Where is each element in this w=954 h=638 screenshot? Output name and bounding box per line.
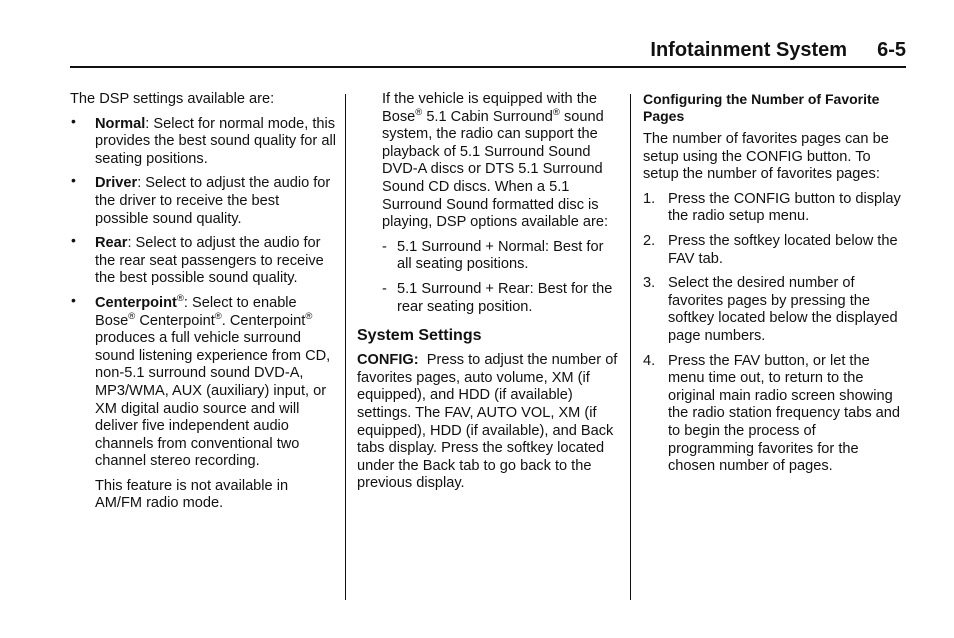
page-header — [70, 38, 906, 62]
list-item: - 5.1 Surround + Normal: Best for all seating positions. — [382, 239, 619, 274]
list-item: • Rear: Select to adjust the audio for the rear seat passengers to receive the best possible sound quality. — [70, 235, 336, 288]
registered-mark: ® — [214, 310, 222, 322]
column-middle — [357, 91, 622, 493]
column-left — [70, 91, 336, 513]
list-item: • Driver: Select to adjust the audio for the driver to receive the best possible sound quality. — [70, 175, 336, 228]
am-fm-note: This feature is not available in AM/FM radio mode. — [95, 477, 289, 512]
favorites-heading: Configuring the Number of Favorite Pages — [643, 91, 880, 124]
term-normal: Normal — [95, 115, 146, 132]
registered-mark: ® — [128, 310, 136, 322]
list-item: • Centerpoint®: Select to enable Bose® Centerpoint®. Centerpoint® produces a full vehicle surround sound listening experience from CD, non-5.1 surround sound DVD-A, MP3/WMA, AUX (auxiliary) input, or XM digital audio source and will deliver five independent audio channels from conventional two channel stereo recording. — [70, 295, 336, 471]
list-item: - 5.1 Surround + Rear: Best for the rear seating position. — [382, 281, 619, 316]
section-title: Infotainment System — [650, 39, 848, 61]
page-number: 6-5 — [877, 39, 906, 61]
list-item: 1. Press the CONFIG button to display the radio setup menu. — [643, 190, 901, 225]
term-rear: Rear — [95, 235, 128, 252]
favorites-intro: The number of favorites pages can be setup using the CONFIG button. To setup the number of favorites pages: — [643, 131, 889, 183]
list-item: 2. Press the softkey located below the FAV tab. — [643, 232, 898, 267]
list-item: 3. Select the desired number of favorites pages by pressing the softkey located below the displayed page numbers. — [643, 275, 898, 344]
list-item: • Normal: Select for normal mode, this provides the best sound quality for all seating positions. — [70, 116, 336, 169]
column-divider — [345, 94, 346, 600]
system-settings-heading: System Settings — [357, 327, 482, 345]
list-item: 4. Press the FAV button, or let the menu time out, to return to the original main radio screen showing the radio station frequency tabs and to begin the process of programming favorites for the chosen number of pages. — [643, 352, 901, 475]
registered-mark: ® — [176, 292, 184, 304]
config-paragraph: CONFIG: Press to adjust the number of favorites pages, auto volume, XM (if equipped), and HDD (if available) settings. The FAV, AUTO VOL, XM (if equipped), HDD (if available), and Back tabs display. Press the softkey located under the Back tab to go back to the previous display. — [357, 352, 622, 492]
term-driver: Driver — [95, 175, 138, 192]
surround-intro: If the vehicle is equipped with the Bose® 5.1 Cabin Surround® sound system, the radio can support the playback of 5.1 Surround Sound DVD-A discs or DTS 5.1 Surround Sound CD discs. When a 5.1 Surround Sound formatted disc is playing, DSP options available are: — [382, 91, 609, 231]
term-centerpoint: Centerpoint — [95, 294, 177, 311]
header-rule — [70, 66, 906, 68]
registered-mark: ® — [305, 310, 313, 322]
dsp-intro: The DSP settings available are: — [70, 91, 275, 107]
config-term: CONFIG: — [357, 352, 419, 369]
column-divider — [630, 94, 631, 600]
column-right — [643, 91, 901, 483]
